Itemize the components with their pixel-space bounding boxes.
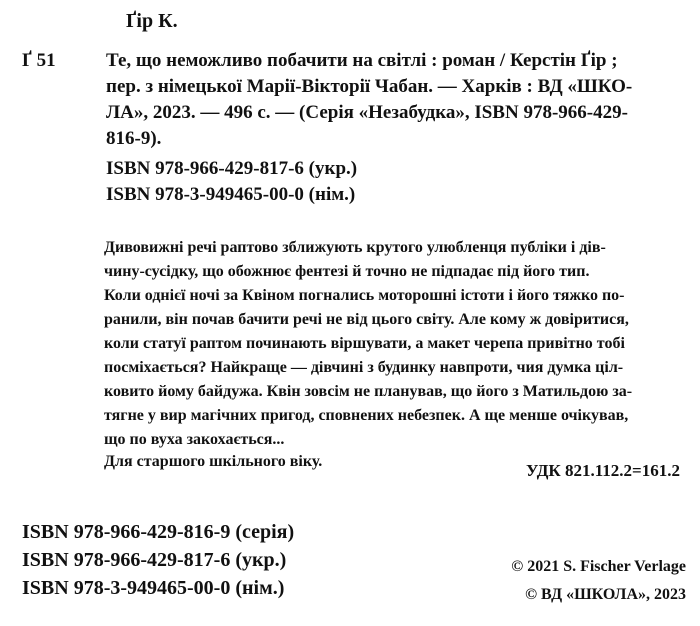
bibliography-line: пер. з німецької Марії-Вікторії Чабан. — Харків : ВД «ШКО- [106, 76, 633, 97]
annotation-line: ранили, він почав бачити речі не від цього світу. Але кому ж довіритися, [104, 311, 629, 328]
bibliography-line: 816-9). [106, 128, 162, 149]
annotation-line: чину-сусідку, що обожнює фентезі й точно не підпадає під його тип. [104, 263, 590, 280]
catalog-index: Ґ 51 [22, 50, 56, 71]
annotation-line: посміхається? Найкраще — дівчині з будинку навпроти, чия думка ціл- [104, 359, 624, 376]
annotation-line: що по вуха закохається... [104, 431, 285, 448]
annotation-line: коли статуї раптом починають віршувати, а макет черепа привітно тобі [104, 335, 625, 352]
bibliography-line: ЛА», 2023. — 496 с. — (Серія «Незабудка», ISBN 978-966-429- [106, 102, 628, 123]
isbn-german: ISBN 978-3-949465-00-0 (нім.) [106, 184, 356, 205]
isbn-ukrainian: ISBN 978-966-429-817-6 (укр.) [106, 158, 358, 179]
author-name: Ґір К. [126, 10, 178, 32]
annotation-line: тягне у вир магічних пригод, сповнених небезпек. А ще менше очікував, [104, 407, 629, 424]
udk-code: УДК 821.112.2=161.2 [525, 461, 680, 480]
copyright-line: © ВД «ШКОЛА», 2023 [525, 586, 686, 603]
age-rating: Для старшого шкільного віку. [104, 453, 323, 470]
copyright-line: © 2021 S. Fischer Verlage [511, 558, 686, 575]
isbn-series: ISBN 978-966-429-816-9 (серія) [22, 521, 295, 543]
isbn-ukrainian: ISBN 978-966-429-817-6 (укр.) [22, 549, 287, 571]
bibliography-line: Те, що неможливо побачити на світлі : роман / Керстін Ґір ; [106, 50, 618, 71]
isbn-german: ISBN 978-3-949465-00-0 (нім.) [22, 577, 285, 599]
annotation-line: Коли однієї ночі за Квіном погнались моторошні істоти і його тяжко по- [104, 287, 625, 304]
annotation-line: Дивовижні речі раптово зближують крутого улюбленця публіки і дів- [104, 239, 606, 256]
annotation-line: ковито йому байдужа. Квін зовсім не планував, що його з Матильдою за- [104, 383, 633, 400]
